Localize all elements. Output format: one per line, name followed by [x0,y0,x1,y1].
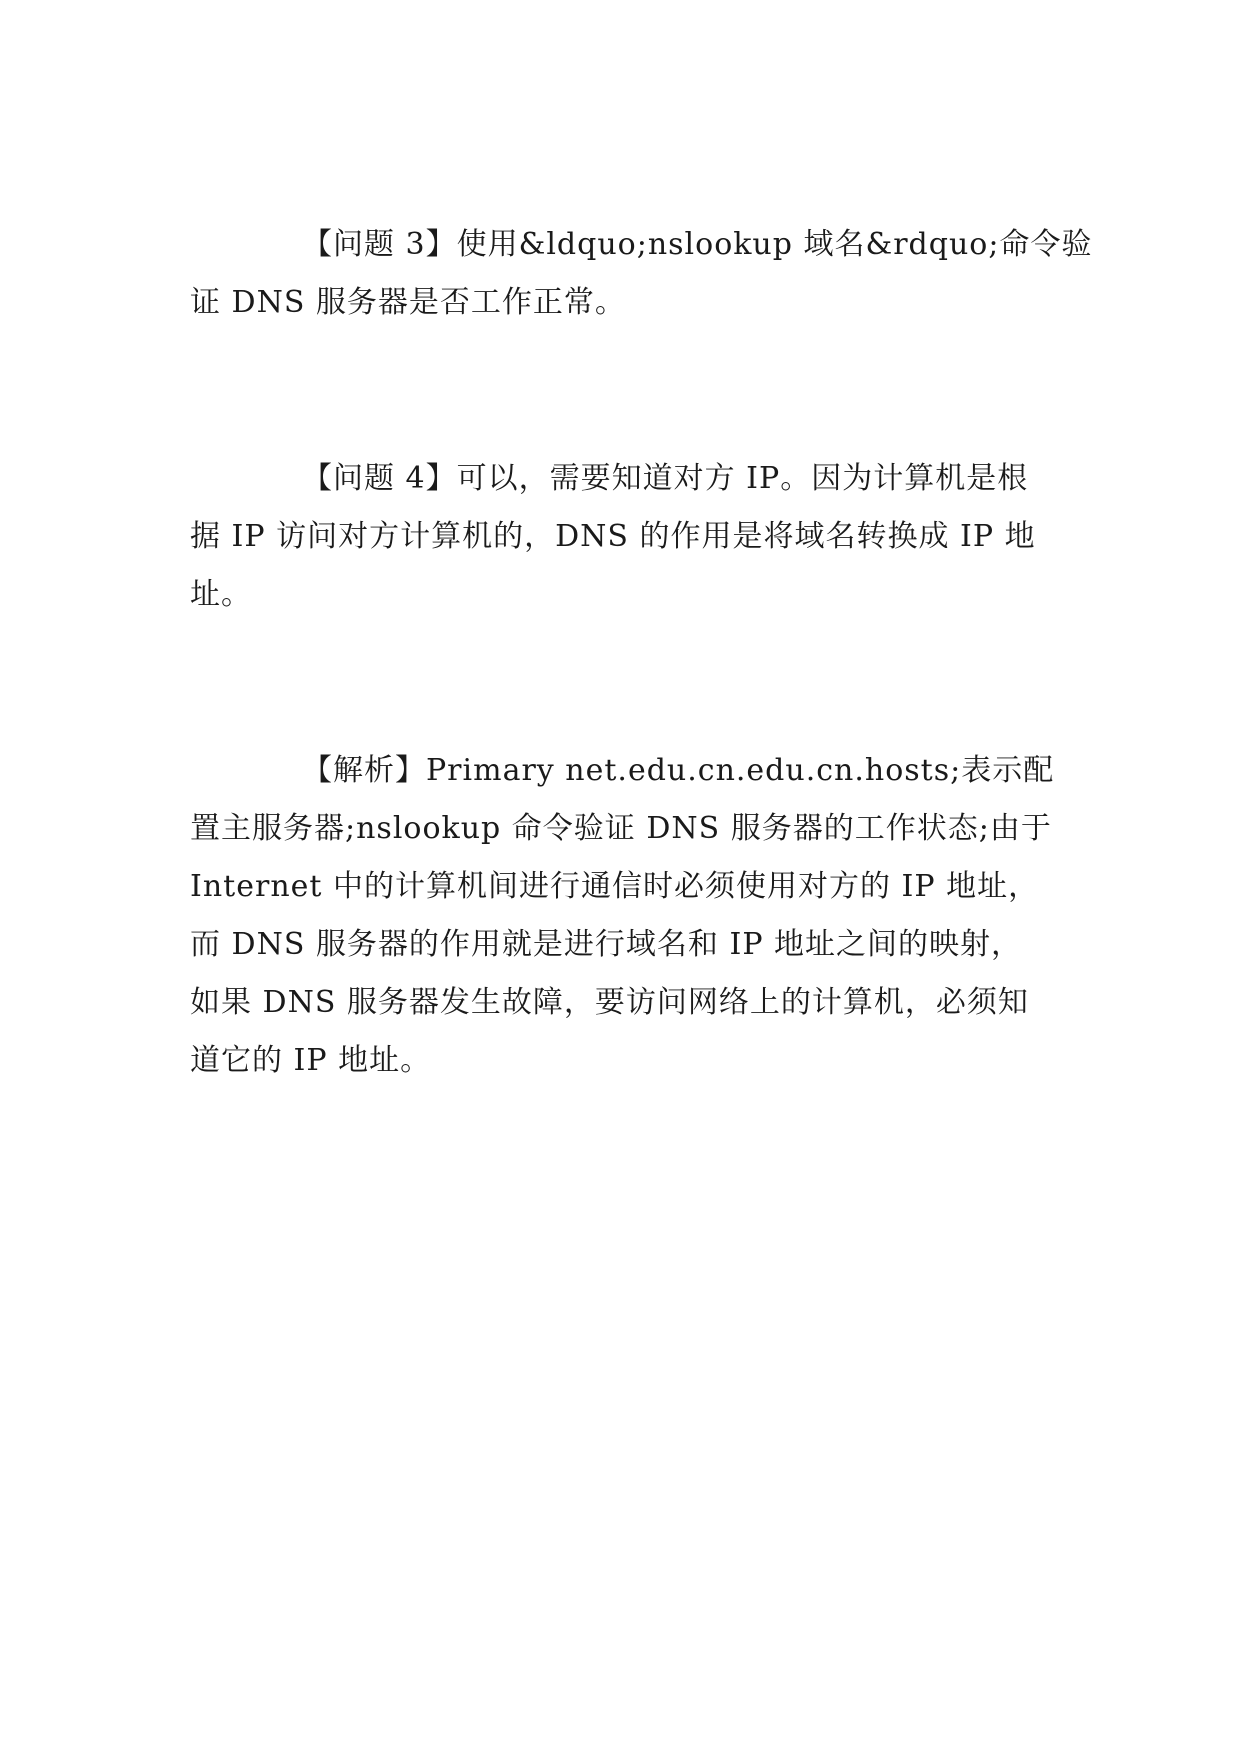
paragraph-line: 【问题 3】使用&ldquo;nslookup 域名&rdquo;命令验 [302,227,1093,262]
paragraph-line: 而 DNS 服务器的作用就是进行域名和 IP 地址之间的映射， [190,927,1023,962]
paragraph-line: 据 IP 访问对方计算机的，DNS 的作用是将域名转换成 IP 地 [190,519,1036,554]
paragraph-line: Internet 中的计算机间进行通信时必须使用对方的 IP 地址， [190,869,1040,904]
paragraph-line: 道它的 IP 地址。 [190,1043,432,1078]
paragraph-line: 【解析】Primary net.edu.cn.edu.cn.hosts;表示配 [302,753,1055,788]
paragraph-line: 如果 DNS 服务器发生故障，要访问网络上的计算机，必须知 [190,985,1029,1020]
paragraph-line: 证 DNS 服务器是否工作正常。 [190,285,626,320]
paragraph-line: 址。 [190,577,252,612]
analysis-paragraph [190,742,1055,1090]
answer-question-3 [190,216,1093,332]
paragraph-line: 置主服务器;nslookup 命令验证 DNS 服务器的工作状态;由于 [190,811,1052,846]
answer-question-4 [190,450,1052,624]
paragraph-line: 【问题 4】可以，需要知道对方 IP。因为计算机是根 [302,461,1029,496]
